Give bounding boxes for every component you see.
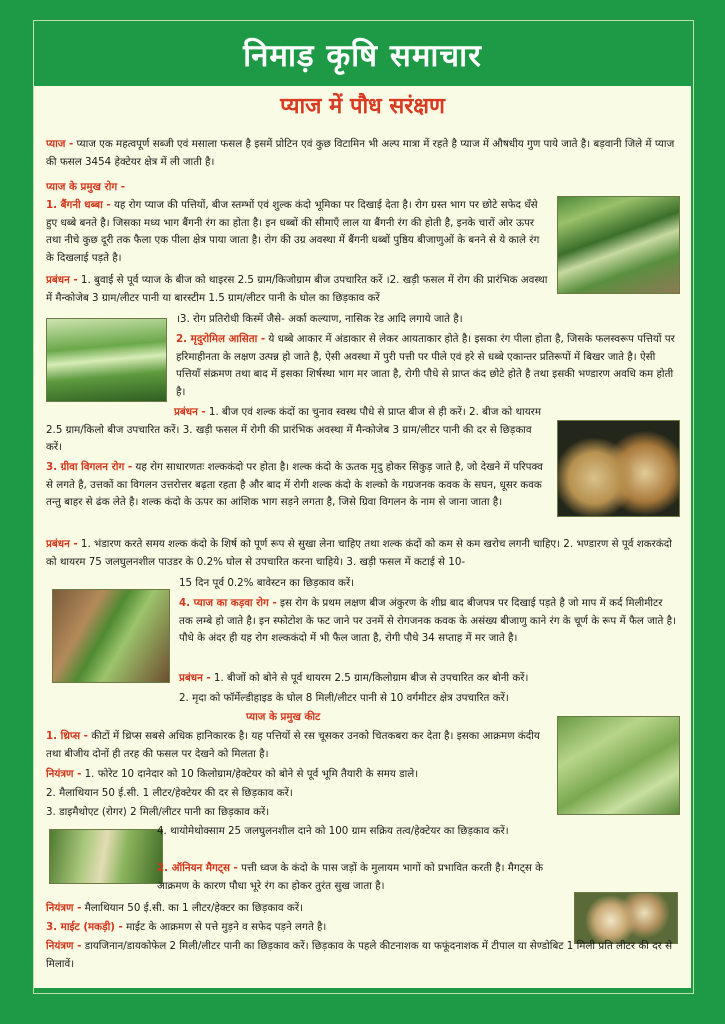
neck-rot-photo [557,420,680,517]
smut-seedling-photo [52,589,170,683]
thrips-control: नियंत्रण - 1. फोरेट 10 दानेदार को 10 किलोग्राम/हेक्टेयर को बोने से पूर्व भूमि तैयारी के समय डाले। [46,768,419,780]
thrips-photo [557,716,680,815]
onion-maggot-control: नियंत्रण - मैलाथियान 50 ई.सी. का 1 लीटर/हेक्टर का छिड़काव करें। [46,902,303,914]
article-panel [34,86,691,988]
pest-mite: 3. माईट (मकड़ी) - माईट के आक्रमण से पत्ते मुड़ने व सफेद पड़ने लगते है। [46,921,327,933]
pest-onion-maggot: 2. ऑनियन मैगट्स - पत्ती ध्वज के कंदो के पास जड़ों के मुलायम भागों को प्रभावित करती है। मैगट्स के आक्रमण के कारण पौधा भूरे रंग का होकर तुरंत सुख जाता है। [157,862,544,892]
mite-photo [574,892,678,944]
masthead-title: निमाड़ कृषि समाचार [243,38,482,74]
diseases-heading: प्याज के प्रमुख रोग - [46,181,126,193]
downy-mildew-management: प्रबंधन - 1. बीज एवं शल्क कंदों का चुनाव स्वस्थ पौधे से प्राप्त बीज से ही करें। 2. बीज को थायरम 2.5 ग्राम/किलो बीज उपचारित करें। 3. खड़ी फसल में रोगी की प्रारंभिक अवस्था में मैन्कोजेब 3 ग्राम/लीटर पानी की दर से छिड़काव करें। [46,406,542,453]
neck-rot-management: प्रबंधन - 1. भंडारण करते समय शल्क कंदो के शिर्ष को पूर्ण रूप से सुखा लेना चाहिए तथा शल्क कंदों को कम से कम खरोच लगनी चाहिए। 2. भण्डारण से पूर्व शकरकंदो को थायरम 75 जलघुलनशील पाउडर के 0.2% घोल से उपचारित करना चाहिये। 3. खड़ी फसल में कटाई से 10- [46,538,672,568]
thrips-control-2: 2. मैलाथियान 50 ई.सी. 1 लीटर/हेक्टेयर की दर से छिड़काव करें। [46,787,293,799]
thrips-control-3: 3. डाइमैथोएट (रोगर) 2 मिली/लीटर पानी का छिड़काव करें। [46,806,270,818]
thrips-control-4: 4. थायोमेथोक्साम 25 जलघुलनशील दाने को 100 ग्राम सक्रिय तत्व/हेक्टेयर का छिड़काव करें। [157,825,509,837]
disease-downy-mildew: 2. मृदुरोमिल आसिता - ये धब्बे आकार में अंडाकार से लेकर आयताकार होते है। इसका रंग पीला होता है, जिसके फलस्वरूप पत्तियों पर हरिमाहीनता के लक्षण उत्पन्न हो जाते है, ऐसी अवस्था में पुरी पत्ती पर पीले एवं हरे से धब्बे एकान्तर प्रतिरूपों में बिखर जाते है। ऐसी पत्तियाँ संक्रमण तथा बाद में इसका शिर्षस्था भाग मर जाता है, रोगी पौधे से प्राप्त कंद छोटे होते है तथा इसकी भण्डारण अवधि कम होती है। [176,333,675,398]
disease-onion-smut: 4. प्याज का कड़वा रोग - इस रोग के प्रथम लक्षण बीज अंकुरण के शीघ्र बाद बीजपत्र पर दिखाई पड़ते है जो माप में कर्द मिलीमीटर तक लम्बे हो जाते है। इन स्फोटोश के फट जाने पर उनमें से रोगजनक कवक के असंख्य बीजाणु काने रंग के चूर्ण के रूप में फैल जाते है। पौधे के अंदर ही यह रोग शल्ककंदो में भी फैल जाता है, रोगी पौधे 34 सप्ताह में मर जाते है। [179,597,676,644]
onion-maggot-photo [49,829,163,884]
neck-rot-management-cont: 15 दिन पूर्व 0.2% बावेस्टन का छिड़काव करें। [179,577,355,589]
onion-smut-management: प्रबंधन - 1. बीजों को बोने से पूर्व थायरम 2.5 ग्राम/किलोग्राम बीज से उपचारित कर बोनी करें। [179,672,529,684]
intro-paragraph: प्याज - प्याज एक महत्वपूर्ण सब्जी एवं मसाला फसल है इसमें प्रोटिन एवं कुछ विटामिन भी अल्प मात्रा में रहते है प्याज में औषधीय गुण पाये जाते है। बड़वानी जिले में प्याज की फसल 3454 हेक्टेयर क्षेत्र में ली जाती है। [46,138,675,168]
onion-smut-management-cont: 2. मृदा को फॉर्मेल्डीहाइड के घोल 8 मिली/लीटर पानी से 10 वर्गमीटर क्षेत्र उपचारित करें। [179,692,509,704]
pests-heading: प्याज के प्रमुख कीट [246,711,321,723]
article-title: प्याज में पौध सरंक्षण [280,94,445,119]
pest-thrips: 1. थ्रिप्स - कीटों में थ्रिप्स सबसे अधिक हानिकारक है। यह पत्तियों से रस चूसकर उनको चितकबरा कर देता है। इसका आक्रमण कंदीय तथा बीजीय दोनों ही तरह की फसल पर देखने को मिलता है। [46,730,540,760]
purple-blotch-management-cont: ।3. रोग प्रतिरोधी किस्में जैसे- अर्का कल्याण, नासिक रेड आदि लगाये जाते है। [176,313,463,325]
disease-purple-blotch: 1. बैंगनी धब्बा - यह रोग प्याज की पत्तियों, बीज स्तम्भों एवं शुल्क कंदो भूमिका पर दिखाई देता है। रोग ग्रस्त भाग पर छोटे सफेद धँसे हुए धब्बे बनते है। जिसका मध्य भाग बैंगनी रंग का होता है। इन धब्बों की सीमाएँ लाल या बैंगनी रंग की होती है, इनके चारों ओर ऊपर तथा नीचे कुछ दूरी तक फैला एक पीला क्षेत्र पाया जाता है। रोग की उग्र अवस्था में बैंगनी धब्बों पुष्ठिय बीजाणुओं के बनने से ये काले रंग के दिखलाई पड़ते है। [46,199,540,264]
purple-blotch-management: प्रबंधन - 1. बुवाई से पूर्व प्याज के बीज को थाइरस 2.5 ग्राम/किजोग्राम बीज उपचारित करें ।2. खड़ी फसल में रोग की प्रारंभिक अवस्था में मैन्कोजेब 3 ग्राम/लीटर पानी या बारस्टीम 1.5 ग्राम/लीटर पानी के घोल का छिड़काव करें [46,274,548,304]
downy-mildew-photo [46,318,167,402]
disease-neck-rot: 3. ग्रीवा विगलन रोग - यह रोग साधारणतः शल्ककंदो पर होता है। शल्क कंदो के ऊतक मृदु होकर सिकुड़ जाते है, जो देखने में परिपक्व से लगते है, उत्तकों का विगलन उत्तरोत्तर बढ़ता रहता है और बाद में रोगी शल्क कंदो के शल्को के गग्रजनक कवक के सघन, धूसर कवक तन्तु बाहर से ढंक लेते है। शल्क कंदो के ऊपर का आंशिक भाग सड़ने लगता है, जिसे ग्रिवा विगलन के नाम से जाना जाता है। [46,461,543,508]
mite-control: नियंत्रण - डायजिनान/डायकोफेल 2 मिली/लीटर पानी का छिड़काव करें। छिड़काव के पहले कीटनाशक या फफूंदनाशक में टीपाल या सेण्डोबिट 1 मिली प्रति लीटर की दर से मिलावें। [46,940,673,970]
purple-blotch-photo [557,196,680,294]
